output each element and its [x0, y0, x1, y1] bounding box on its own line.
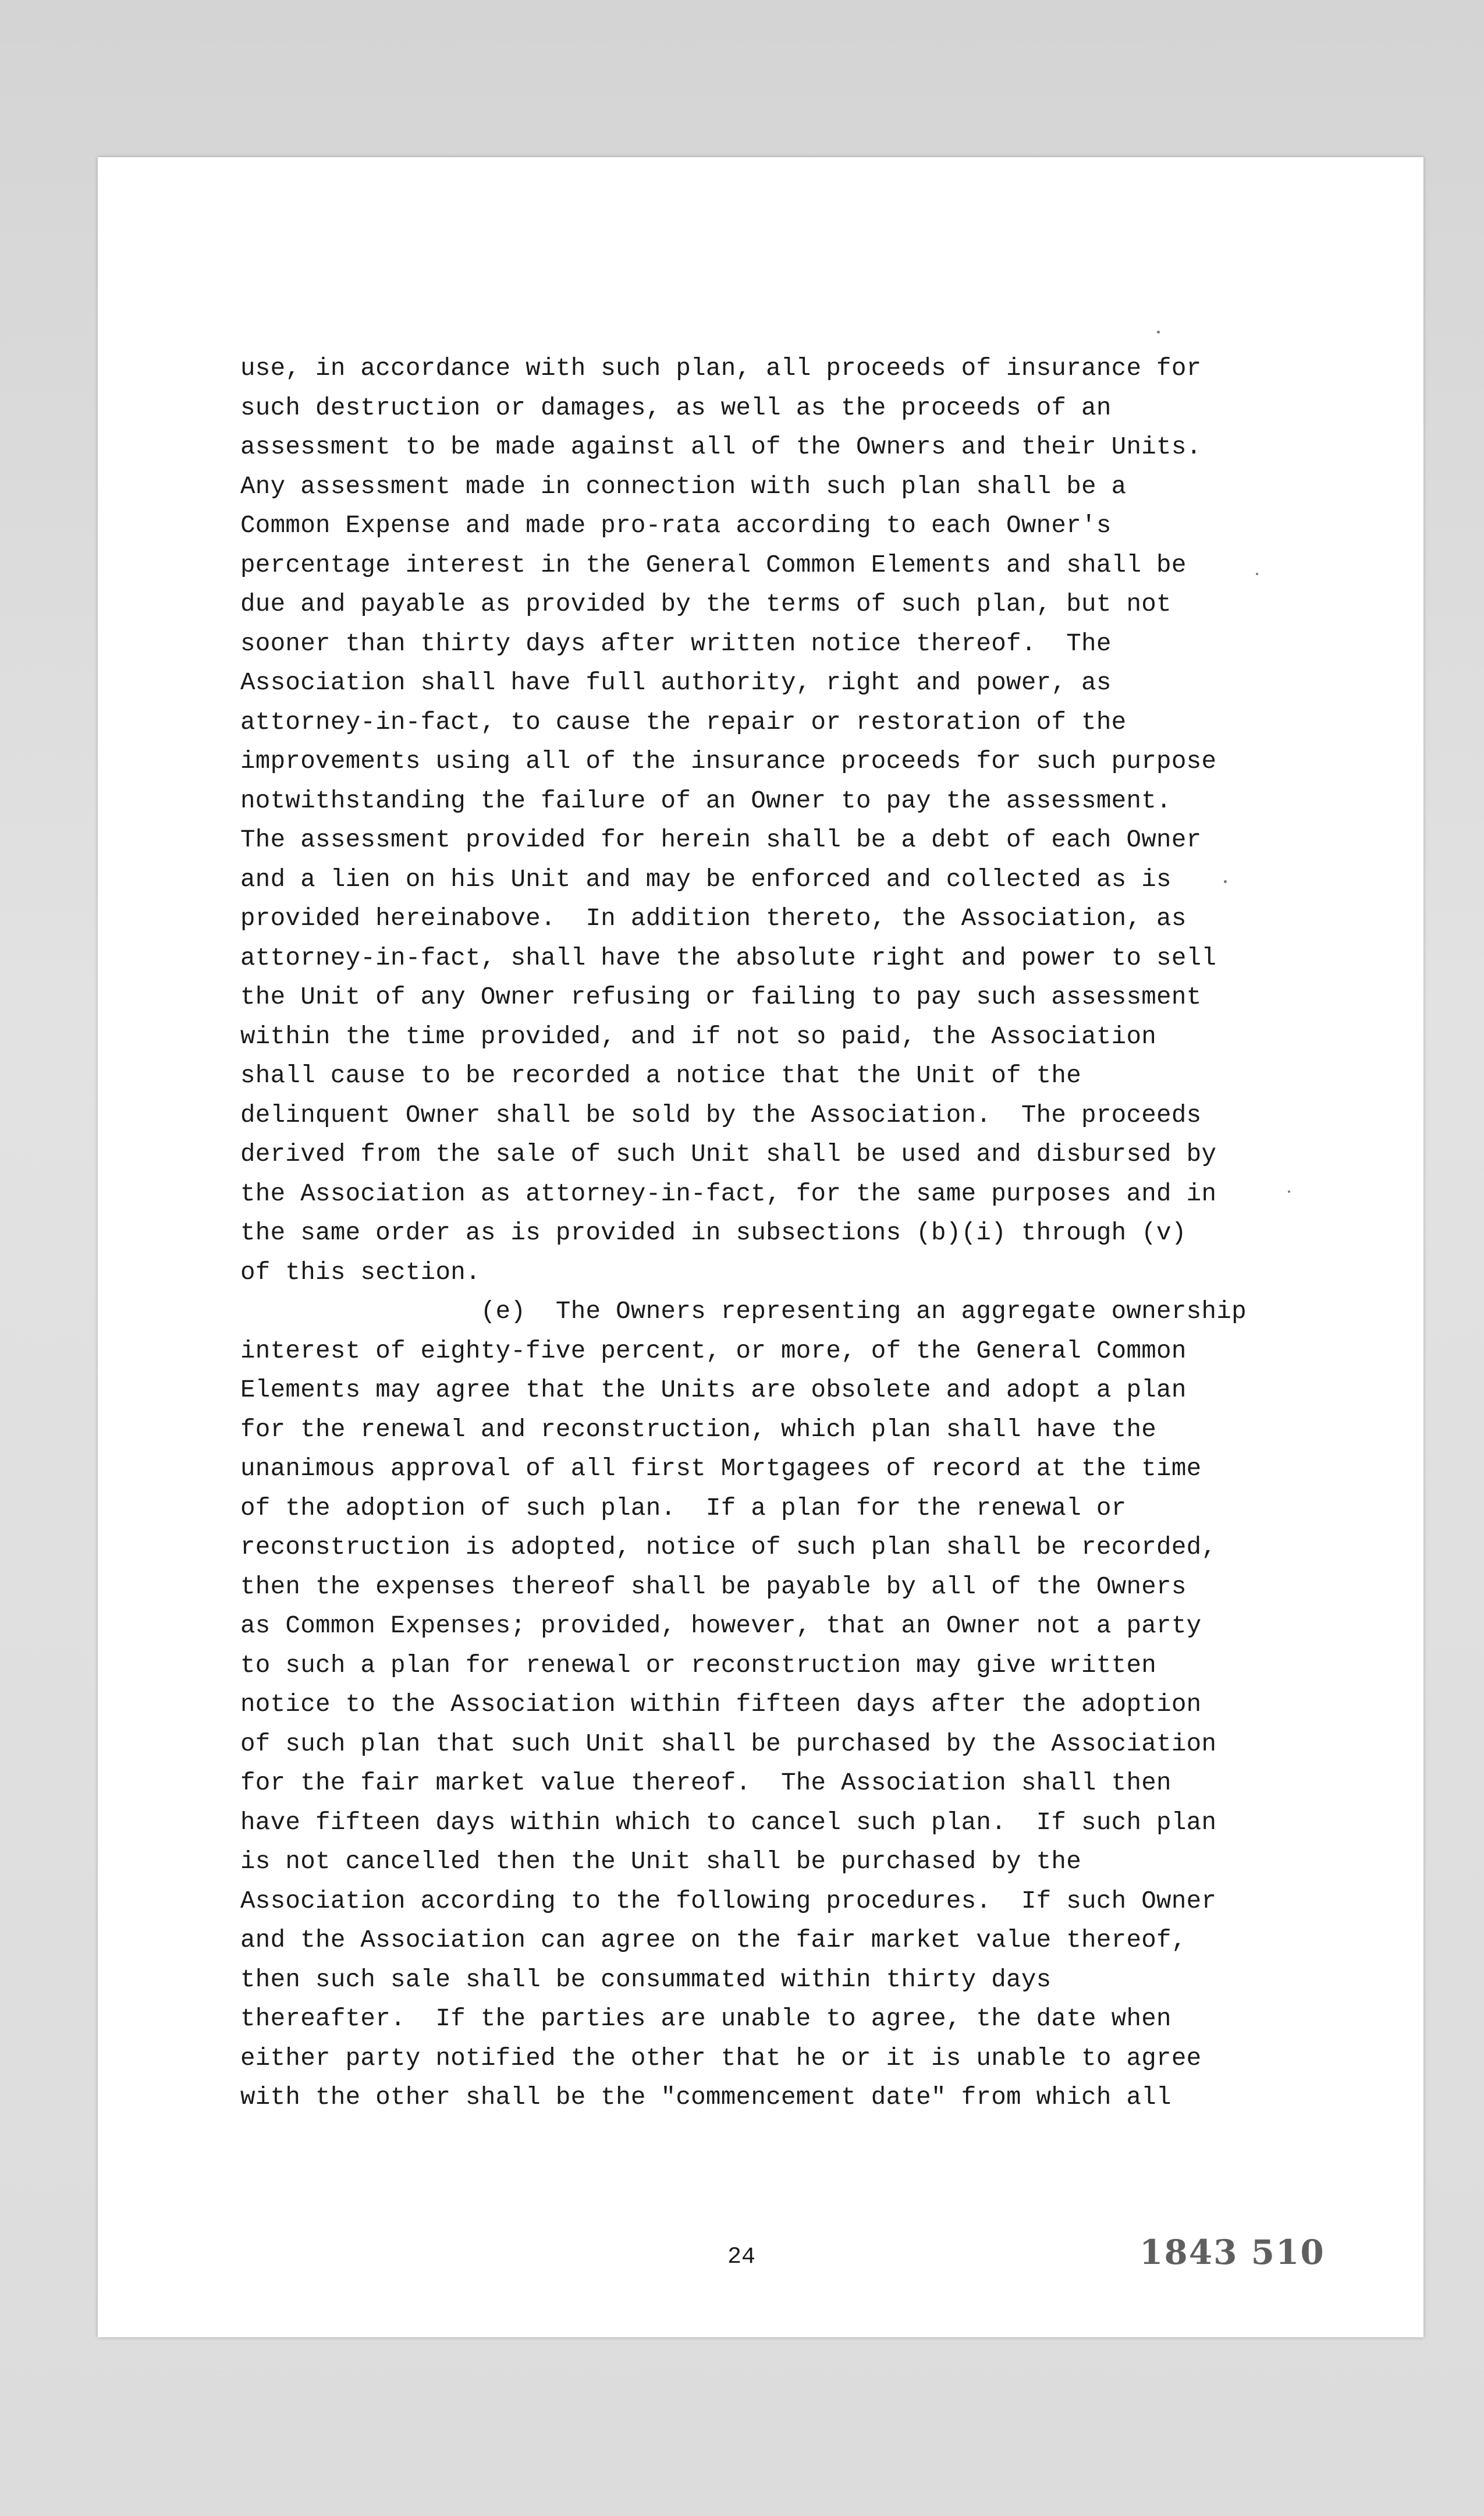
- text-line: is not cancelled then the Unit shall be purchased by the: [240, 1848, 1082, 1876]
- text-line: thereafter. If the parties are unable to agree, the date when: [240, 2005, 1171, 2033]
- text-line: shall cause to be recorded a notice that the Unit of the: [240, 1062, 1082, 1090]
- text-line: to such a plan for renewal or reconstruction may give written: [240, 1651, 1157, 1679]
- text-line: notice to the Association within fifteen days after the adoption: [240, 1691, 1202, 1718]
- body-text: [240, 349, 1276, 2118]
- scan-speck: [1288, 1190, 1290, 1193]
- text-line: derived from the sale of such Unit shall be used and disbursed by: [240, 1140, 1217, 1168]
- text-line: due and payable as provided by the terms of such plan, but not: [240, 590, 1171, 618]
- page-number: 24: [727, 2244, 756, 2270]
- text-line: interest of eighty-five percent, or more, of the General Common: [240, 1337, 1187, 1365]
- text-line: delinquent Owner shall be sold by the Association. The proceeds: [240, 1101, 1202, 1129]
- text-line: attorney-in-fact, to cause the repair or restoration of the: [240, 708, 1127, 736]
- text-line: either party notified the other that he or it is unable to agree: [240, 2044, 1202, 2072]
- text-line: improvements using all of the insurance proceeds for such purpose: [240, 747, 1217, 775]
- text-line: (e) The Owners representing an aggregate ownership: [240, 1298, 1247, 1326]
- text-line: sooner than thirty days after written notice thereof. The: [240, 629, 1112, 658]
- text-line: Common Expense and made pro-rata according to each Owner's: [240, 512, 1112, 540]
- text-line: for the renewal and reconstruction, which plan shall have the: [240, 1415, 1157, 1444]
- text-line: within the time provided, and if not so paid, the Association: [240, 1022, 1157, 1051]
- text-line: then such sale shall be consummated within thirty days: [240, 1965, 1052, 1994]
- text-line: use, in accordance with such plan, all proceeds of insurance for: [240, 355, 1202, 382]
- text-line: Association according to the following procedures. If such Owner: [240, 1887, 1217, 1915]
- text-line: and the Association can agree on the fair market value thereof,: [240, 1926, 1187, 1954]
- text-line: The assessment provided for herein shall be a debt of each Owner: [240, 826, 1202, 854]
- text-line: Elements may agree that the Units are obsolete and adopt a plan: [240, 1376, 1187, 1404]
- text-line: of the adoption of such plan. If a plan for the renewal or: [240, 1494, 1127, 1522]
- text-line: the Association as attorney-in-fact, for the same purposes and in: [240, 1179, 1217, 1208]
- text-line: of this section.: [240, 1258, 481, 1287]
- text-line: the same order as is provided in subsections (b)(i) through (v): [240, 1219, 1187, 1247]
- text-line: have fifteen days within which to cancel such plan. If such plan: [240, 1808, 1217, 1837]
- text-line: provided hereinabove. In addition thereto, the Association, as: [240, 905, 1187, 933]
- text-line: for the fair market value thereof. The Association shall then: [240, 1769, 1171, 1797]
- text-line: as Common Expenses; provided, however, that an Owner not a party: [240, 1612, 1202, 1640]
- text-line: and a lien on his Unit and may be enforced and collected as is: [240, 865, 1171, 894]
- text-line: the Unit of any Owner refusing or failing to pay such assessment: [240, 983, 1202, 1011]
- book-page-stamp: 1843 510: [1139, 2232, 1325, 2272]
- scan-speck: [1157, 331, 1160, 334]
- text-line: Association shall have full authority, right and power, as: [240, 669, 1112, 697]
- text-line: such destruction or damages, as well as the proceeds of an: [240, 394, 1112, 422]
- text-line: assessment to be made against all of the Owners and their Units.: [240, 433, 1202, 461]
- text-line: reconstruction is adopted, notice of such plan shall be recorded,: [240, 1533, 1217, 1561]
- text-line: of such plan that such Unit shall be purchased by the Association: [240, 1730, 1217, 1758]
- text-line: attorney-in-fact, shall have the absolute right and power to sell: [240, 944, 1217, 972]
- text-line: Any assessment made in connection with such plan shall be a: [240, 472, 1127, 501]
- document-page: [98, 157, 1423, 2337]
- text-line: percentage interest in the General Common Elements and shall be: [240, 551, 1187, 579]
- text-line: with the other shall be the "commencement date" from which all: [240, 2083, 1171, 2111]
- text-line: notwithstanding the failure of an Owner to pay the assessment.: [240, 786, 1171, 815]
- text-line: unanimous approval of all first Mortgagees of record at the time: [240, 1455, 1202, 1483]
- text-line: then the expenses thereof shall be payable by all of the Owners: [240, 1572, 1187, 1601]
